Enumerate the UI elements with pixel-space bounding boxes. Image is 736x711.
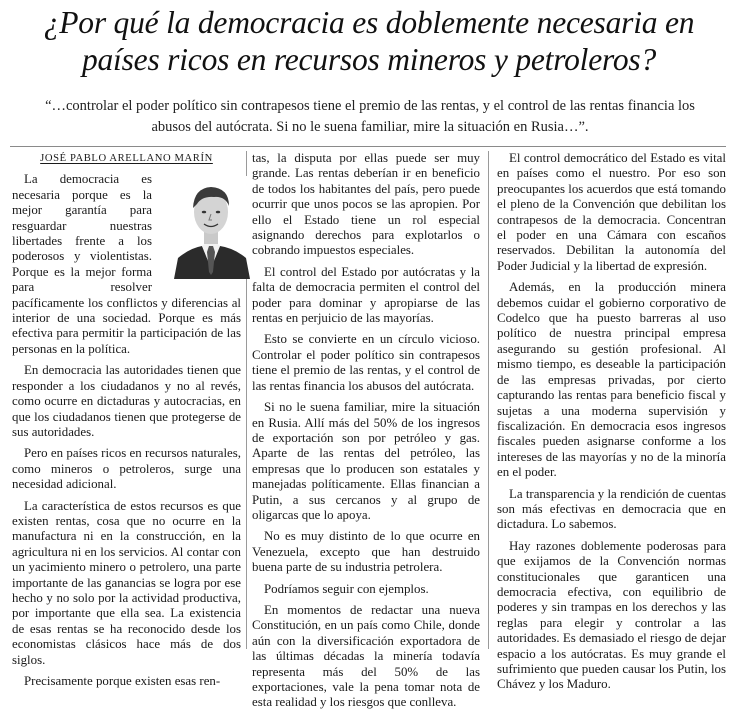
byline: JOSÉ PABLO ARELLANO MARÍN	[40, 153, 213, 164]
headline: ¿Por qué la democracia es doblemente necesaria en países ricos en recursos mineros y petroleros?	[43, 5, 695, 77]
col1-p1: La democracia es necesaria porque es la mejor garantía para resguardar nuestras libertades frente a los poderosos y violentistas. Porque es la mejor forma para resolver pacíficamente los conflictos y diferencias al interior de una sociedad. Porque es más efectiva para permitir la participación de las personas en la política.	[12, 172, 241, 356]
column-2	[252, 151, 480, 710]
col2-p5: Podríamos seguir con ejemplos.	[264, 581, 429, 596]
col1-p4: La característica de estos recursos es que existen rentas, cosa que no ocurre en la manufactura ni en la construcción, en la agricultura ni en los servicios. Al contar con un yacimiento minero o petrolero, una parte importante de las ganancias se logra por ese hecho y no solo por la actividad productiva, por importante que ella sea. La existencia de esas rentas se ha reconocido desde los economistas clásicos hace más de dos siglos.	[12, 498, 241, 667]
col2-p4: No es muy distinto de lo que ocurre en Venezuela, excepto que han destruido buena parte de su industria petrolera.	[252, 529, 480, 575]
pull-quote: “…controlar el poder político sin contrapesos tiene el premio de las rentas, y el control de las rentas financia los abusos del autócrata. Si no le suena familiar, mire la situación en Rusia…”.	[45, 98, 695, 135]
col3-p3: La transparencia y la rendición de cuentas son más efectivas en democracia que en dictadura. Lo sabemos.	[497, 486, 726, 532]
col3-p4: Hay razones doblemente poderosas para que exijamos de la Convención normas constitucionales que garanticen una democracia efectiva, con equilibrio de poderes y sin trampas en los derechos y las reglas para elegir y controlar a las autoridades. Es demasiado el riesgo de dejar espacio a los autócratas. Es muy grande el sufrimiento que pueden causar los Putin, los Chávez y los Maduro.	[497, 538, 726, 692]
header-rule	[10, 146, 726, 147]
column-1	[12, 151, 241, 688]
col3-p2: Además, en la producción minera debemos cuidar el gobierno corporativo de Codelco que ha puesto barreras al uso político de nuestra principal empresa asegurando su gestión profesional. Al mismo tiempo, es deseable la participación de las empresas privadas, por cierto capturando las rentas para beneficio fiscal y sujetas a una moderna supervisión y fiscalización. En democracia esos ingresos fiscales pueden asignarse conforme a los intereses de las mayorías y no de la minoría en el poder.	[497, 280, 726, 480]
column-3	[497, 151, 726, 692]
col1-p2: En democracia las autoridades tienen que responder a los ciudadanos y no al revés, como ocurre en dictaduras y autocracias, en que los ciudadanos tienen que protegerse de sus autoridades.	[12, 363, 241, 439]
col2-p3: Si no le suena familiar, mire la situación en Rusia. Allí más del 50% de los ingresos de exportación son por petróleo y gas. Aparte de las rentas del petróleo, las empresas que lo producen son estatales y manejadas políticamente. Ellas financian a Putin, a sus cercanos y al grupo de oligarcas que lo apoya.	[252, 400, 480, 522]
col1-p3: Pero en países ricos en recursos naturales, como mineros o petroleros, surge una necesidad adicional.	[12, 446, 241, 492]
col3-p1: El control democrático del Estado es vital en países como el nuestro. Por eso son preocupantes los acuerdos que está tomando el pleno de la Convención que debilitan los contrapesos de la democracia. Concentran el poder en una Cámara con escaños reservados. Debilitan la autonomía del Poder Judicial y la libertad de expresión.	[497, 151, 726, 273]
col2-p0: tas, la disputa por ellas puede ser muy grande. Las rentas deberían ir en beneficio de todos los habitantes del país, pero puede ocurrir que unos pocos se las apropien. Por ello el Estado tiene un rol especial asignando derechos para explotarlos o cobrando impuestos especiales.	[252, 151, 480, 258]
paragraph	[12, 172, 241, 357]
col1-p5: Precisamente porque existen esas ren-	[24, 674, 221, 688]
col2-p2: Esto se convierte en un círculo vicioso. Controlar el poder político sin contrapesos tiene el premio de las rentas, y el control de las rentas financia los abusos del autócrata.	[252, 332, 480, 393]
col2-p1: El control del Estado por autócratas y la falta de democracia permiten el control del poder para dominar y apropiarse de las rentas en perjuicio de las mayorías.	[252, 264, 480, 326]
column-divider-2	[488, 151, 489, 649]
author-portrait-icon	[158, 176, 241, 279]
col2-p6: En momentos de redactar una nueva Constitución, en un país como Chile, donde aún con la diversificación exportadora de las últimas décadas la minería todavía representa más del 50% de las exportaciones, vale la pena tomar nota de esta realidad y los riesgos que conlleva.	[252, 602, 480, 710]
